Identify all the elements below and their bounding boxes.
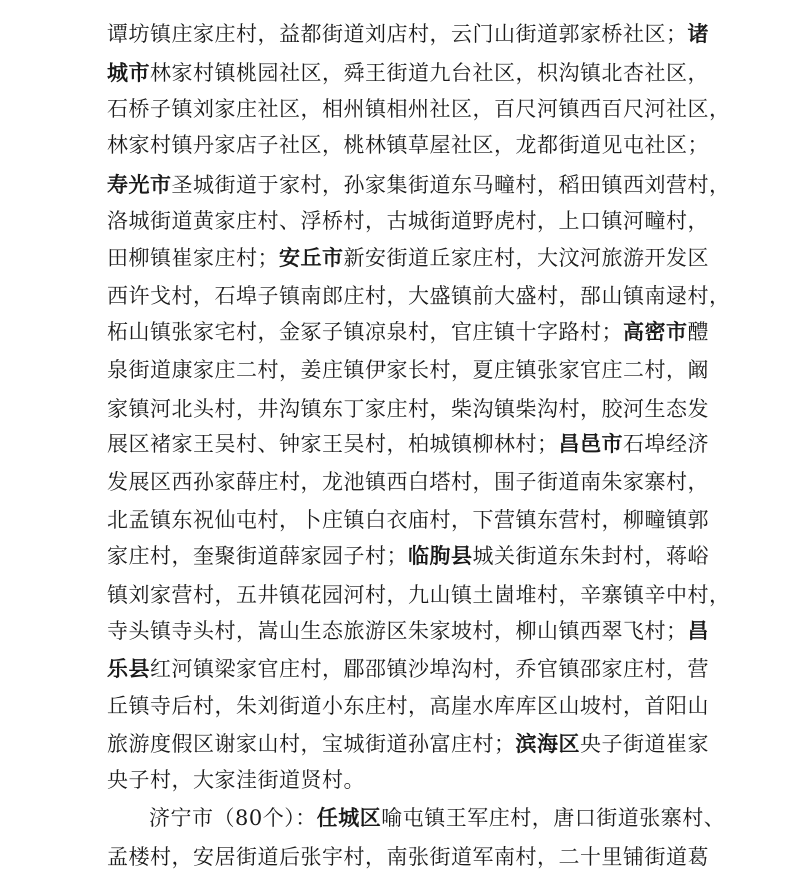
text-segment: 柘山镇张家宅村，金冢子镇凉泉村，官庄镇十字路村； (107, 320, 623, 344)
text-segment: 寺头镇寺头村，嵩山生态旅游区朱家坡村，柳山镇西翠飞村； (107, 619, 688, 643)
text-segment: 石埠经济 (623, 432, 709, 456)
text-segment: 城关街道东朱封村，蒋峪 (472, 544, 709, 568)
county-name: 寿光市 (107, 173, 172, 197)
text-segment: 济宁市（80个）： (149, 806, 317, 830)
text-line (107, 726, 709, 763)
text-segment: 田柳镇崔家庄村； (107, 246, 279, 270)
text-segment: 石桥子镇刘家庄社区，相州镇相州社区，百尺河镇西百尺河社区， (107, 97, 731, 121)
county-name: 城市 (107, 61, 150, 85)
text-line (107, 167, 731, 204)
text-segment: 孟楼村，安居街道后张宇村，南张街道军南村，二十里铺街道葛 (107, 845, 709, 869)
text-line (107, 352, 709, 389)
text-segment: 旅游度假区谢家山村，宝城街道孙富庄村； (107, 732, 516, 756)
text-line (107, 278, 731, 315)
text-line (107, 762, 693, 799)
text-segment: 家庄村，奎聚街道薛家园子村； (107, 544, 408, 568)
text-line (107, 203, 709, 240)
county-name: 安丘市 (279, 246, 344, 270)
text-line (107, 502, 709, 539)
text-segment: 喻屯镇王军庄村，唐口街道张寨村、 (381, 806, 726, 830)
text-segment: 丘镇寺后村，朱刘街道小东庄村，高崖水库库区山坡村，首阳山 (107, 694, 709, 718)
text-line (107, 613, 709, 650)
text-segment: 泉街道康家庄二村，姜庄镇伊家长村，夏庄镇张家官庄二村，阚 (107, 358, 709, 382)
text-line (107, 314, 709, 351)
text-segment: 洛城街道黄家庄村、浮桥村，古城街道野虎村，上口镇河疃村， (107, 209, 709, 233)
text-line (149, 800, 726, 837)
text-segment: 镇刘家营村，五井镇花园河村，九山镇土崮堆村，辛寨镇辛中村， (107, 583, 731, 607)
text-line (107, 464, 709, 501)
text-segment: 圣城街道于家村，孙家集街道东马疃村，稻田镇西刘营村， (171, 173, 731, 197)
text-line (107, 91, 731, 128)
text-segment: 北孟镇东祝仙屯村，卜庄镇白衣庙村，下营镇东营村，柳疃镇郭 (107, 508, 709, 532)
county-name: 乐县 (107, 657, 150, 681)
county-name: 临朐县 (408, 544, 473, 568)
county-name: 昌邑市 (558, 432, 623, 456)
text-line (107, 55, 709, 92)
text-segment: 央子村，大家洼街道贤村。 (107, 768, 365, 792)
text-line (107, 16, 709, 53)
text-line (107, 240, 709, 277)
text-line (107, 127, 709, 164)
county-name: 任城区 (316, 806, 382, 830)
text-line (107, 391, 709, 428)
text-segment: 发展区西孙家薛庄村，龙池镇西白塔村，围子街道南朱家寨村， (107, 470, 709, 494)
county-name: 昌 (687, 619, 709, 643)
text-line (107, 577, 731, 614)
text-segment: 红河镇梁家官庄村，郿邵镇沙埠沟村，乔官镇邵家庄村，营 (150, 657, 709, 681)
text-line (107, 688, 709, 725)
text-line (107, 651, 709, 688)
text-segment: 林家村镇丹家店子社区，桃林镇草屋社区，龙都街道见屯社区； (107, 133, 709, 157)
text-segment: 央子街道崔家 (580, 732, 709, 756)
text-segment: 家镇河北头村，井沟镇东丁家庄村，柴沟镇柴沟村，胶河生态发 (107, 397, 709, 421)
text-segment: 西许戈村，石埠子镇南郎庄村，大盛镇前大盛村，郚山镇南逯村， (107, 284, 731, 308)
text-segment: 林家村镇桃园社区，舜王街道九台社区，枳沟镇北杏社区， (150, 61, 709, 85)
text-segment: 醴 (687, 320, 709, 344)
county-name: 诸 (687, 22, 709, 46)
county-name: 高密市 (623, 320, 688, 344)
text-line (107, 426, 709, 463)
text-line (107, 839, 709, 876)
text-segment: 谭坊镇庄家庄村，益都街道刘店村，云门山街道郭家桥社区； (107, 22, 688, 46)
text-segment: 新安街道丘家庄村，大汶河旅游开发区 (343, 246, 709, 270)
text-line (107, 538, 709, 575)
text-segment: 展区褚家王吴村、钟家王吴村，柏城镇柳林村； (107, 432, 559, 456)
county-name: 滨海区 (515, 732, 580, 756)
